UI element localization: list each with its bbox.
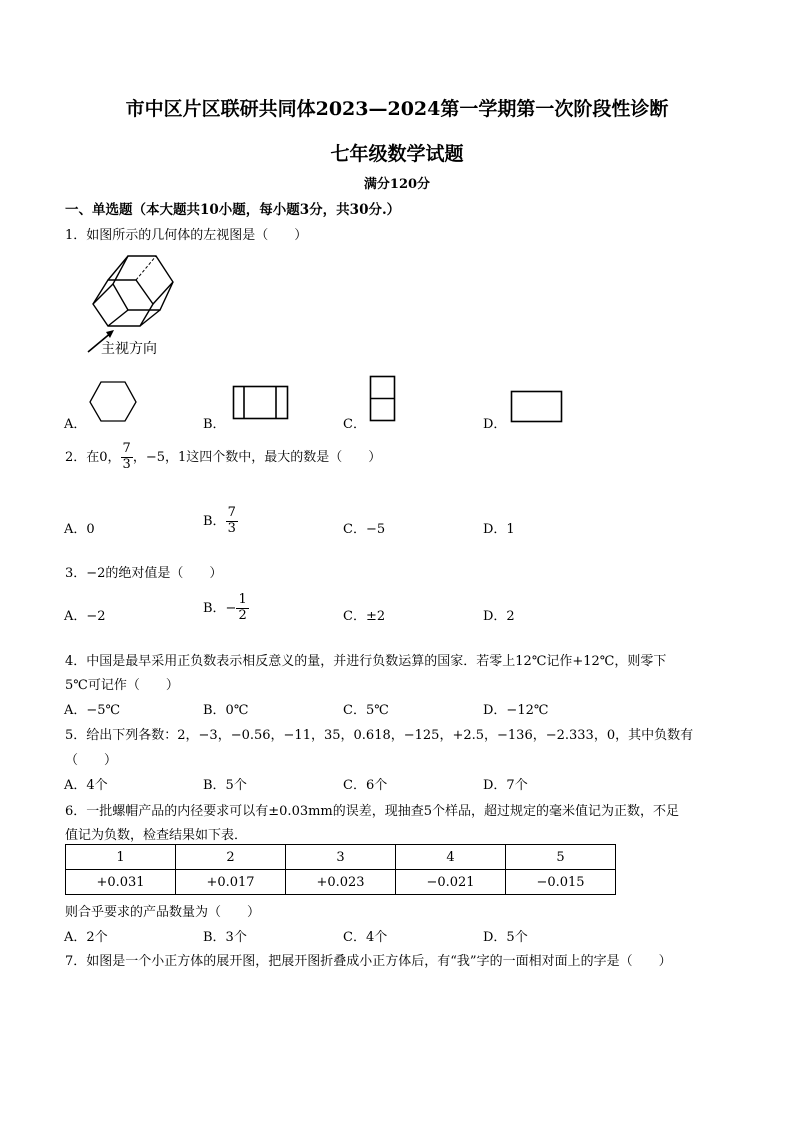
q6-after-text: 则合乎要求的产品数量为（ ）	[65, 905, 261, 920]
q7-stem: 7．如图是一个小正方体的展开图，把展开图折叠成小正方体后，有“我”字的一面相对面上的字是（ ）	[65, 954, 672, 969]
q1-option-b-three-rect-figure	[232, 385, 290, 421]
table-cell: +0.023	[286, 870, 396, 895]
q4-stem-line2: 5℃可记作（ ）	[65, 678, 179, 693]
q1-option-c-stacked-rect-figure	[369, 375, 397, 423]
q2-fraction	[121, 442, 133, 473]
q3-option-b-den: 2	[238, 607, 247, 623]
q3-option-c[interactable]: C．±2	[343, 609, 386, 624]
q5-option-a[interactable]: A．4个	[64, 778, 108, 793]
table-header-cell: 4	[396, 845, 506, 870]
section-heading: 一、单选题（本大题共10小题，每小题3分，共30分.）	[65, 202, 401, 218]
q1-option-c[interactable]: C．	[343, 417, 366, 432]
q1-option-d[interactable]: D．	[483, 417, 507, 432]
table-cell: +0.017	[176, 870, 286, 895]
q5-option-c[interactable]: C．6个	[343, 778, 388, 793]
q6-sample-table	[65, 844, 616, 895]
q2-option-d[interactable]: D．1	[483, 522, 515, 537]
full-score: 满分120分	[363, 177, 431, 192]
q4-stem-line1: 4．中国是最早采用正负数表示相反意义的量，并进行负数运算的国家．若零上12℃记作+12℃，则零下	[65, 654, 667, 669]
q2-option-b-den: 3	[227, 520, 236, 536]
q2-option-b-fraction	[226, 506, 238, 537]
table-cell: −0.021	[396, 870, 506, 895]
table-row	[66, 870, 616, 895]
table-header-cell: 2	[176, 845, 286, 870]
q1-option-d-rect-figure	[510, 390, 564, 424]
q6-stem-line2: 值记为负数，检查结果如下表．	[65, 828, 248, 843]
table-cell: −0.015	[506, 870, 616, 895]
table-cell: +0.031	[66, 870, 176, 895]
q2-stem	[65, 442, 381, 473]
table-header-row	[66, 845, 616, 870]
q2-stem-pre: 2．在0，	[65, 449, 121, 465]
exam-title: 市中区片区联研共同体2023—2024第一学期第一次阶段性诊断	[125, 98, 669, 120]
q5-option-d[interactable]: D．7个	[483, 778, 528, 793]
q5-stem-line1: 5．给出下列各数：2，−3，−0.56，−11，35，0.618，−125，+2.5，−136，−2.333，0，其中负数有	[65, 728, 694, 743]
q4-option-d[interactable]: D．−12℃	[483, 703, 549, 718]
q3-option-a[interactable]: A．−2	[64, 609, 106, 624]
q5-stem-line2: （ ）	[65, 753, 118, 768]
q6-option-c[interactable]: C．4个	[343, 930, 388, 945]
q2-option-b[interactable]	[203, 506, 238, 537]
q3-option-b-num: 1	[238, 592, 247, 607]
q1-option-a-hexagon-figure	[88, 380, 138, 424]
table-header-cell: 5	[506, 845, 616, 870]
q2-stem-post: ，−5，1这四个数中，最大的数是（ ）	[132, 449, 382, 465]
q1-option-a[interactable]: A．	[64, 417, 87, 432]
q1-view-direction-label: 主视方向	[101, 341, 157, 357]
q4-option-b[interactable]: B．0℃	[203, 703, 249, 718]
q3-stem: 3．−2的绝对值是（ ）	[65, 566, 223, 581]
q6-option-a[interactable]: A．2个	[64, 930, 108, 945]
q2-option-a[interactable]: A．0	[64, 522, 95, 537]
q6-stem-line1: 6．一批螺帽产品的内径要求可以有±0.03mm的误差，现抽查5个样品，超过规定的毫米值记为正数，不足	[65, 804, 680, 819]
q2-option-c[interactable]: C．−5	[343, 522, 386, 537]
q6-option-b[interactable]: B．3个	[203, 930, 247, 945]
exam-subtitle: 七年级数学试题	[330, 143, 464, 165]
q2-option-b-label: B．	[203, 513, 226, 529]
q2-option-b-num: 7	[227, 505, 236, 520]
q3-option-d[interactable]: D．2	[483, 609, 515, 624]
q6-option-d[interactable]: D．5个	[483, 930, 528, 945]
q1-stem: 1．如图所示的几何体的左视图是（ ）	[65, 228, 308, 243]
q5-option-b[interactable]: B．5个	[203, 778, 247, 793]
table-header-cell: 3	[286, 845, 396, 870]
q2-fraction-num: 7	[122, 441, 131, 456]
q3-option-b-label: B．−	[203, 600, 237, 616]
q4-option-a[interactable]: A．−5℃	[64, 703, 121, 718]
q2-fraction-den: 3	[122, 456, 131, 472]
table-header-cell: 1	[66, 845, 176, 870]
q3-option-b[interactable]	[203, 593, 249, 624]
q1-option-b[interactable]: B．	[203, 417, 226, 432]
q3-option-b-fraction	[236, 593, 248, 624]
q4-option-c[interactable]: C．5℃	[343, 703, 389, 718]
